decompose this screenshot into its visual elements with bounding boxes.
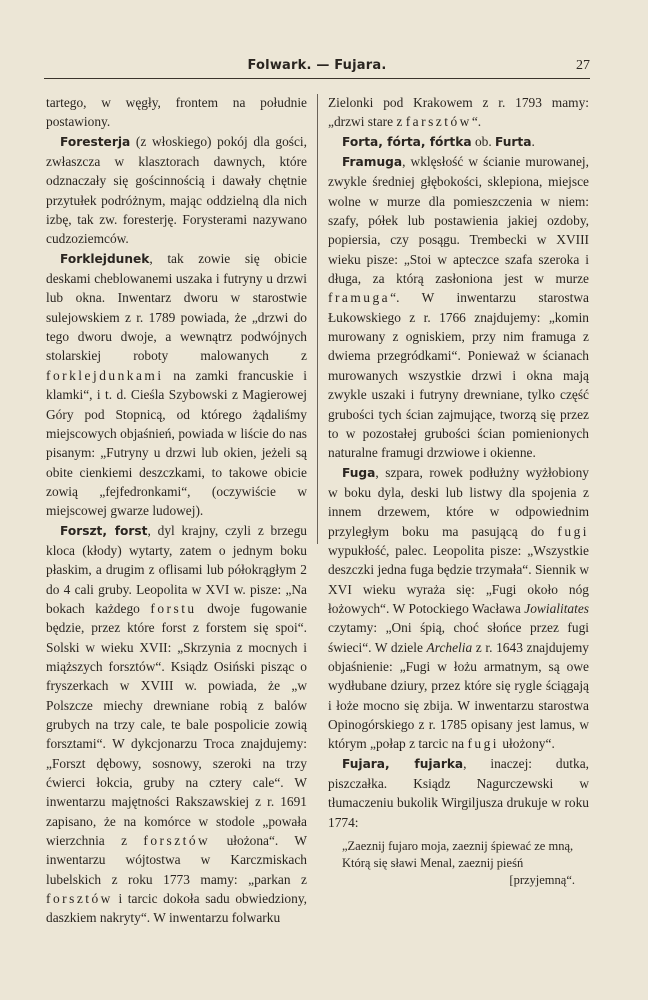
headword-framuga: Framuga: [342, 155, 403, 170]
headword-forszt: Forszt, forst: [60, 523, 148, 538]
spaced-quote: fugi: [467, 736, 500, 752]
continued-paragraph: [328, 93, 589, 132]
entry-text: wypukłość, palec. Leopolita pisze: „Wszystkie deszczki jedna fuga będzie trzymała“. Siennik w XVI wieku wyraża się: „Fugi około nóg łożowych“. W Potockiego Wacława: [328, 542, 589, 616]
entry-fujara: [328, 754, 589, 832]
italic-title: Jowialitates: [524, 600, 589, 616]
spaced-quote: forsztów: [46, 891, 113, 907]
headword-foresterja: Foresterja: [60, 134, 131, 149]
entry-text: , szpara, rowek podłużny wyżłobiony w boku dyla, deski lub listwy dla spojenia z innem drzewem, które w odpowiednim przyległym boku ma pasującą do: [328, 464, 589, 539]
entry-text: z r. 1643 znajdujemy objaśnienie: „Fugi w łożu armatnym, są owe wydłubane dziury, przez które się rygle ściągają i łoże mocno się zbija. W inwentarzu starostwa Opinogórskiego z r. 1785 opisany jest lamus, w którym „połap z tarcic na: [328, 639, 589, 752]
headword-fuga: Fuga: [342, 465, 376, 480]
entry-text: , tak zowie się obicie deskami cheblowanemi uszaka i futryny u drzwi lub okna. Inwentarz dworu w starostwie sulejowskiem z r. 1789 powiada, że „drzwi do tego dworu dwoje, a wewnątrz podwójnych stolarskiej roboty malowanych z: [46, 250, 307, 364]
spaced-quote: forstu: [150, 600, 197, 616]
spaced-quote: fugi: [557, 523, 589, 539]
entry-text: (z włoskiego) pokój dla gości, zwłaszcza w klasztorach dawnych, które odznaczały się gościnnością i dawały chętnie przytułek podróżnym, mając oddzielną dla nich izbę, tak zw. foresterję. Forysterami nazywano cudzoziemców.: [46, 133, 307, 247]
spaced-quote: farsztów: [405, 114, 472, 130]
entry-framuga: [328, 152, 589, 463]
continued-paragraph: tartego, w węgły, frontem na południe postawiony.: [46, 95, 307, 130]
entry-text: “.: [471, 114, 482, 130]
spaced-quote: forklejdunkami: [46, 367, 164, 383]
verse-line: „Zaeznij fujaro moja, zaeznij śpiewać ze mną,: [342, 839, 574, 854]
entry-foresterja: [46, 132, 307, 249]
entry-text: dwoje fugowanie będzie, przez które forst z forstem się spoi“. Solski w wieku XVII: „Skrzynia z mocnych i miąższych forsztów“. Ksiądz Osiński pisząc o fryszerkach w XVIII w. powiada, że „w Polszcze miechy drewniane robią z balów grubych na trzy cale, te bale pospolicie zowią forsztami“. W dykcjonarzu Troca znajdujemy: „Forszt dębowy, sosnowy, szeroki na trzy ćwierci łokcia, gruby na cztery cale“. W inwentarzu majętności Rakszawskiej z r. 1691 zapisano, że na komórce w stodole „powała wierzchnia z: [46, 600, 307, 849]
entry-text: czytamy: „Oni śpią, choć słońce przez fugi świeci“. W dziele: [328, 620, 589, 655]
entry-text: ułożona“. W inwentarzu wójtostwa w Karczmiskach lubelskich z roku 1773 mamy: „parkan z: [46, 833, 307, 887]
entry-fuga: [328, 463, 589, 754]
left-column: [46, 93, 307, 973]
entry-text: ob.: [471, 133, 496, 149]
headword-fujara: Fujara, fujarka: [342, 756, 464, 771]
spaced-quote: framuga: [328, 290, 391, 306]
entry-forklejdunek: [46, 249, 307, 521]
entry-text: , inaczej: dutka, piszczałka. Ksiądz Nagurczewski w tłumaczeniu bukolik Wirgiljusza drukuje w roku 1774:: [328, 755, 589, 830]
running-title: Folwark. — Fujara.: [247, 58, 387, 73]
right-column: [328, 93, 589, 973]
entry-text: na zamki francuskie i klamki“, i t. d. Cieśla Szybowski z Magierowej Góry pod Stopnicą, od którego żądaliśmy miejscowych objaśnień, powiada w liście do nas pisanym: „Futryny u drzwi lub okien, jeżeli są obite cienkiemi deszczkami, to takowe obicie zowią „fejfedronkami“, (oczywiście w miejscowej gwarze ludowej).: [46, 367, 307, 519]
page-header: [44, 58, 590, 79]
verse-line: [przyjemną“.: [509, 873, 575, 888]
entry-text: .: [531, 133, 535, 149]
headword-forta: Forta, fórta, fórtka: [342, 134, 472, 149]
verse-line: Którą się sławi Menal, zaeznij pieśń: [342, 856, 524, 871]
entry-forta: [328, 132, 589, 152]
headword-furta-reference: Furta: [495, 134, 532, 149]
entry-forszt: [46, 521, 307, 928]
entry-text: i tarcic dokoła sadu obwiedziony, daszkiem nakryty“. W inwentarzu folwarku: [46, 891, 307, 926]
page-number: 27: [576, 58, 590, 73]
italic-title: Archelia: [426, 639, 473, 655]
entry-text: , dyl krajny, czyli z brzegu kloca (kłody) wytarty, zatem o jednym boku płaskim, a drugim z oflisami lub półokrągłym 2 do 4 cali gruby. Leopolita w XVI w. pisze: „Na bokach każdego: [46, 522, 307, 616]
entry-text: Zielonki pod Krakowem z r. 1793 mamy: „drzwi stare z: [328, 95, 589, 130]
entry-text: “. W inwentarzu starostwa Łukowskiego z r. 1766 znajdujemy: „komin murowany z ogniskiem, przy nim framuga z dwiema przegródkami“. Ponieważ w ścianach murowanych wszystkie drzwi i okna mają zwykle uszaki i futryny drewniane, tylko część grubości tych ścian zajmujące, tworzą się przez to w pozostałej grubości ścian pomienionych naturalne framugi drzwiowe i okienne.: [328, 290, 589, 461]
entry-text: ułożony“.: [499, 736, 555, 752]
spaced-quote: forsztów: [143, 833, 211, 849]
verse-quote: [342, 838, 589, 889]
headword-forklejdunek: Forklejdunek: [60, 251, 150, 266]
entry-text: , wklęsłość w ścianie murowanej, zwykle średniej głębokości, sklepiona, miejsce wolne w murze dla pomieszczenia w niem: szafy, półek lub postawienia jakiej ozdoby, popiersia, czy posągu. Trembecki w XVIII wieku pisze: „Stoi w apteczce szafa szeroka i długa, za którą zasłoniona jest w murze: [328, 154, 589, 287]
column-divider: [317, 94, 318, 544]
